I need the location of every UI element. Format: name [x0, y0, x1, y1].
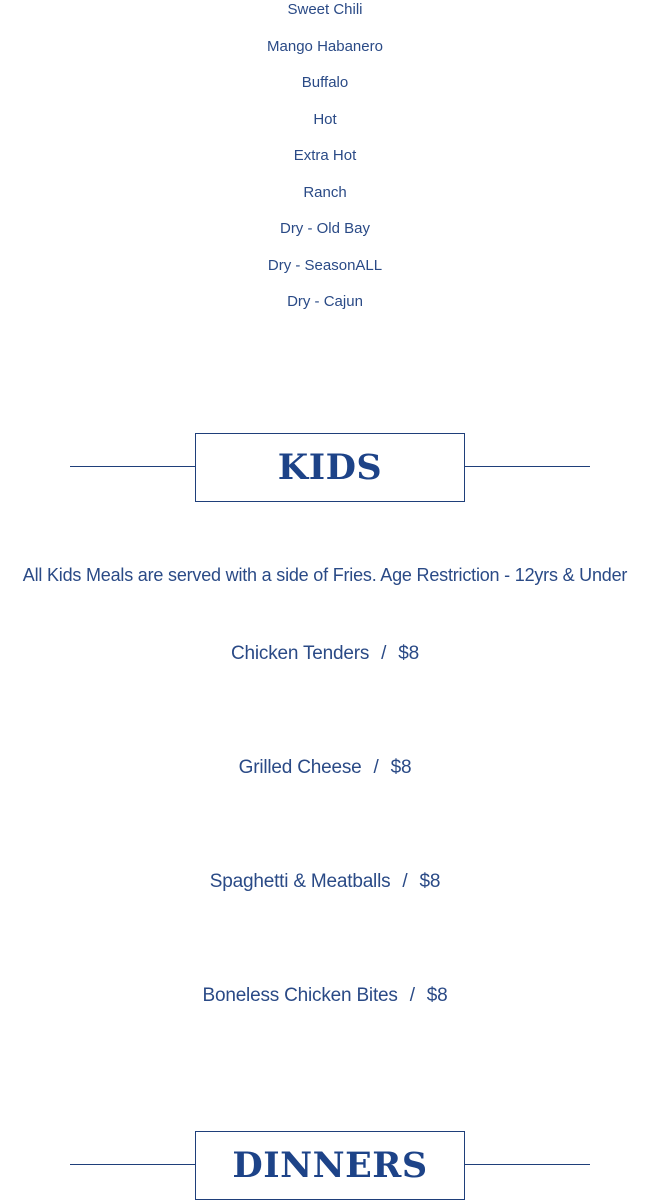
header-rule-right: [464, 1164, 590, 1165]
menu-item-price: $8: [398, 643, 419, 664]
menu-item-grilled-cheese: [0, 757, 650, 779]
kids-title-box: [195, 433, 465, 502]
menu-item-chicken-tenders: [0, 643, 650, 665]
menu-item-separator: /: [409, 985, 415, 1006]
kids-section-title: KIDS: [277, 447, 383, 488]
menu-item-boneless-chicken-bites: [0, 985, 650, 1007]
sauce-item-dry-old-bay: Dry - Old Bay: [279, 220, 370, 237]
menu-item-price: $8: [426, 985, 448, 1006]
menu-item-price: $8: [419, 871, 441, 892]
sauce-item-dry-cajun: Dry - Cajun: [287, 293, 363, 310]
header-rule-left: [70, 466, 196, 467]
sauce-item-ranch: Ranch: [303, 184, 347, 201]
menu-item-separator: /: [381, 643, 387, 664]
sauce-item-dry-seasonall: Dry - SeasonALL: [267, 257, 383, 274]
header-rule-left: [70, 1164, 196, 1165]
sauce-item-buffalo: Buffalo: [301, 74, 349, 91]
sauce-item-sweet-chili: Sweet Chili: [287, 1, 363, 18]
header-rule-right: [464, 466, 590, 467]
dinners-title-box: [195, 1131, 465, 1200]
kids-section-header: [0, 433, 650, 503]
menu-item-name: Chicken Tenders: [230, 643, 370, 664]
dinners-section-title: DINNERS: [232, 1145, 428, 1186]
menu-item-separator: /: [373, 757, 379, 778]
kids-meal-note: All Kids Meals are served with a side of Fries. Age Restriction - 12yrs & Under: [22, 565, 628, 585]
sauce-item-mango-habanero: Mango Habanero: [267, 38, 383, 55]
menu-item-separator: /: [402, 871, 408, 892]
menu-item-name: Grilled Cheese: [238, 757, 362, 778]
sauce-item-extra-hot: Extra Hot: [293, 147, 357, 164]
sauce-item-hot: Hot: [313, 111, 337, 128]
menu-item-name: Spaghetti & Meatballs: [209, 871, 391, 892]
menu-item-name: Boneless Chicken Bites: [202, 985, 398, 1006]
menu-item-spaghetti-meatballs: [0, 871, 650, 893]
menu-item-price: $8: [390, 757, 412, 778]
dinners-section-header: [0, 1131, 650, 1201]
